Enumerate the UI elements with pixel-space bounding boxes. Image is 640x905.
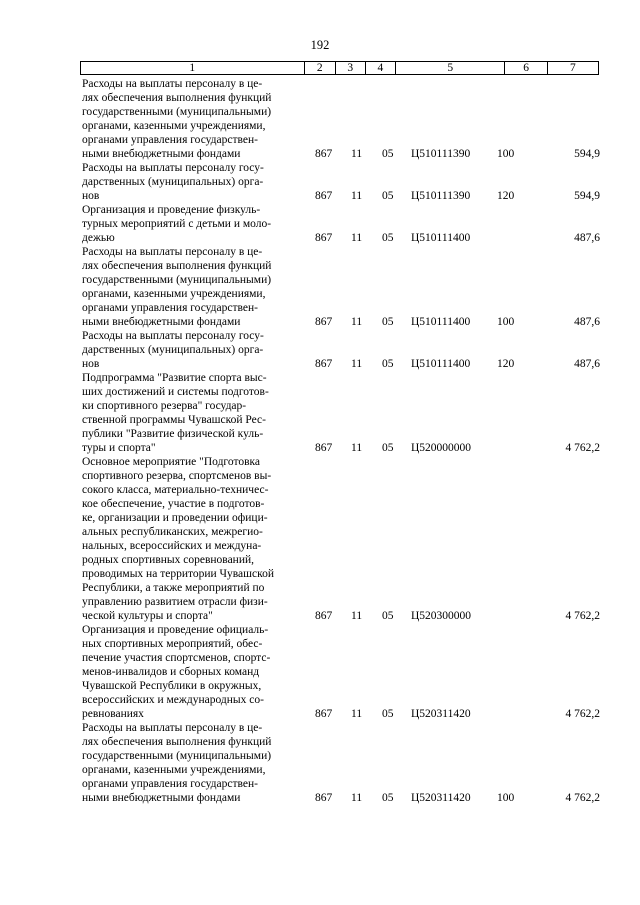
row-description: [82, 245, 300, 329]
table-row: [80, 371, 600, 455]
description-line: спортивного резерва, спортсменов вы-: [82, 470, 272, 482]
cell-col-5: Ц510111390: [411, 148, 471, 160]
cell-col-7: 4 762,2: [565, 792, 600, 804]
cell-col-4: 05: [382, 190, 394, 202]
column-header-4: 4: [365, 62, 396, 74]
cell-col-5: Ц520311420: [411, 708, 471, 720]
description-line: Организация и проведение официаль-: [82, 624, 269, 636]
cell-col-3: 11: [351, 610, 363, 622]
cell-col-5: Ц510111400: [411, 232, 471, 244]
cell-col-4: 05: [382, 610, 394, 622]
cell-col-5: Ц520000000: [411, 442, 472, 454]
description-line: органами управления государствен-: [82, 134, 258, 146]
description-line: Республики, а также мероприятий по: [82, 582, 265, 594]
cell-col-4: 05: [382, 792, 394, 804]
description-line: ческой культуры и спорта": [82, 610, 213, 622]
description-line: ших достижений и системы подготов-: [82, 386, 269, 398]
column-header-2: 2: [304, 62, 336, 74]
cell-col-7: 487,6: [574, 316, 600, 328]
description-line: дарственных (муниципальных) орга-: [82, 344, 264, 356]
description-line: государственными (муниципальными): [82, 750, 272, 762]
table-row: [80, 203, 600, 245]
table-row: [80, 721, 600, 805]
description-line: дарственных (муниципальных) орга-: [82, 176, 264, 188]
description-line: органами управления государствен-: [82, 778, 258, 790]
description-line: ными внебюджетными фондами: [82, 316, 241, 328]
cell-col-4: 05: [382, 358, 394, 370]
description-line: органами, казенными учреждениями,: [82, 288, 266, 300]
row-description: [82, 721, 300, 805]
description-line: менов-инвалидов и сборных команд: [82, 666, 260, 678]
cell-col-4: 05: [382, 232, 394, 244]
description-line: органами, казенными учреждениями,: [82, 120, 266, 132]
cell-col-2: 867: [315, 190, 333, 202]
description-line: ки спортивного резерва" государ-: [82, 400, 247, 412]
description-line: лях обеспечения выполнения функций: [82, 260, 272, 272]
row-description: [82, 329, 300, 371]
cell-col-7: 4 762,2: [565, 708, 600, 720]
cell-col-3: 11: [351, 358, 363, 370]
row-description: [82, 623, 300, 721]
description-line: Расходы на выплаты персоналу госу-: [82, 330, 264, 342]
column-header-3: 3: [335, 62, 365, 74]
description-line: государственными (муниципальными): [82, 274, 272, 286]
cell-col-7: 4 762,2: [565, 610, 600, 622]
description-line: ственной программы Чувашской Рес-: [82, 414, 266, 426]
description-line: публики "Развитие физической куль-: [82, 428, 264, 440]
description-line: альных республиканских, межрегио-: [82, 526, 263, 538]
description-line: Расходы на выплаты персоналу в це-: [82, 78, 263, 90]
description-line: ревнованиях: [82, 708, 144, 720]
cell-col-6: 100: [497, 792, 515, 804]
cell-col-2: 867: [315, 358, 333, 370]
table-row: [80, 161, 600, 203]
description-line: Расходы на выплаты персоналу в це-: [82, 722, 263, 734]
description-line: лях обеспечения выполнения функций: [82, 92, 272, 104]
cell-col-2: 867: [315, 708, 333, 720]
description-line: родных спортивных соревнований,: [82, 554, 255, 566]
cell-col-7: 594,9: [574, 190, 600, 202]
cell-col-3: 11: [351, 708, 363, 720]
cell-col-2: 867: [315, 610, 333, 622]
cell-col-2: 867: [315, 442, 333, 454]
row-description: [82, 203, 300, 245]
description-line: нов: [82, 358, 100, 370]
cell-col-4: 05: [382, 442, 394, 454]
description-line: государственными (муниципальными): [82, 106, 272, 118]
cell-col-5: Ц520300000: [411, 610, 472, 622]
description-line: проводимых на территории Чувашской: [82, 568, 275, 580]
table-row: [80, 245, 600, 329]
description-line: турных мероприятий с детьми и моло-: [82, 218, 272, 230]
cell-col-2: 867: [315, 232, 333, 244]
cell-col-3: 11: [351, 148, 363, 160]
column-header-6: 6: [504, 62, 546, 74]
row-description: [82, 371, 300, 455]
description-line: нов: [82, 190, 100, 202]
description-line: управлению развитием отрасли физи-: [82, 596, 268, 608]
cell-col-3: 11: [351, 442, 363, 454]
description-line: ке, организации и проведении офици-: [82, 512, 268, 524]
description-line: органами управления государствен-: [82, 302, 258, 314]
column-header-1: 1: [189, 62, 196, 74]
description-line: Подпрограмма "Развитие спорта выс-: [82, 372, 267, 384]
cell-col-6: 120: [497, 358, 515, 370]
cell-col-3: 11: [351, 792, 363, 804]
description-line: Организация и проведение физкуль-: [82, 204, 261, 216]
description-line: дежью: [82, 232, 115, 244]
description-line: печение участия спортсменов, спортс-: [82, 652, 271, 664]
description-line: ных спортивных мероприятий, обес-: [82, 638, 263, 650]
cell-col-6: 100: [497, 148, 515, 160]
cell-col-2: 867: [315, 316, 333, 328]
cell-col-7: 487,6: [574, 358, 600, 370]
row-description: [82, 455, 300, 623]
table-row: [80, 623, 600, 721]
description-line: органами, казенными учреждениями,: [82, 764, 266, 776]
cell-col-3: 11: [351, 190, 363, 202]
description-line: всероссийских и международных со-: [82, 694, 264, 706]
cell-col-5: Ц520311420: [411, 792, 471, 804]
description-line: туры и спорта": [82, 442, 156, 454]
description-line: кое обеспечение, участие в подготов-: [82, 498, 265, 510]
cell-col-2: 867: [315, 148, 333, 160]
cell-col-7: 487,6: [574, 232, 600, 244]
cell-col-4: 05: [382, 708, 394, 720]
cell-col-5: Ц510111390: [411, 190, 471, 202]
row-description: [82, 161, 300, 203]
description-line: нальных, всероссийских и междуна-: [82, 540, 262, 552]
description-line: ными внебюджетными фондами: [82, 792, 241, 804]
column-header-5: 5: [395, 62, 504, 74]
description-line: Чувашской Республики в окружных,: [82, 680, 262, 692]
cell-col-3: 11: [351, 232, 363, 244]
cell-col-5: Ц510111400: [411, 316, 471, 328]
table-row: [80, 455, 600, 623]
row-description: [82, 77, 300, 161]
description-line: Основное мероприятие "Подготовка: [82, 456, 261, 468]
cell-col-7: 594,9: [574, 148, 600, 160]
description-line: Расходы на выплаты персоналу госу-: [82, 162, 264, 174]
cell-col-6: 120: [497, 190, 515, 202]
cell-col-4: 05: [382, 148, 394, 160]
cell-col-6: 100: [497, 316, 515, 328]
table-row: [80, 329, 600, 371]
cell-col-7: 4 762,2: [565, 442, 600, 454]
table-row: [80, 77, 600, 161]
page-number: 192: [310, 38, 330, 52]
cell-col-2: 867: [315, 792, 333, 804]
cell-col-5: Ц510111400: [411, 358, 471, 370]
cell-col-3: 11: [351, 316, 363, 328]
description-line: лях обеспечения выполнения функций: [82, 736, 272, 748]
cell-col-4: 05: [382, 316, 394, 328]
column-header-7: 7: [547, 62, 598, 74]
description-line: Расходы на выплаты персоналу в це-: [82, 246, 263, 258]
table-header: [80, 61, 599, 75]
description-line: ными внебюджетными фондами: [82, 148, 241, 160]
description-line: сокого класса, материально-техничес-: [82, 484, 269, 496]
